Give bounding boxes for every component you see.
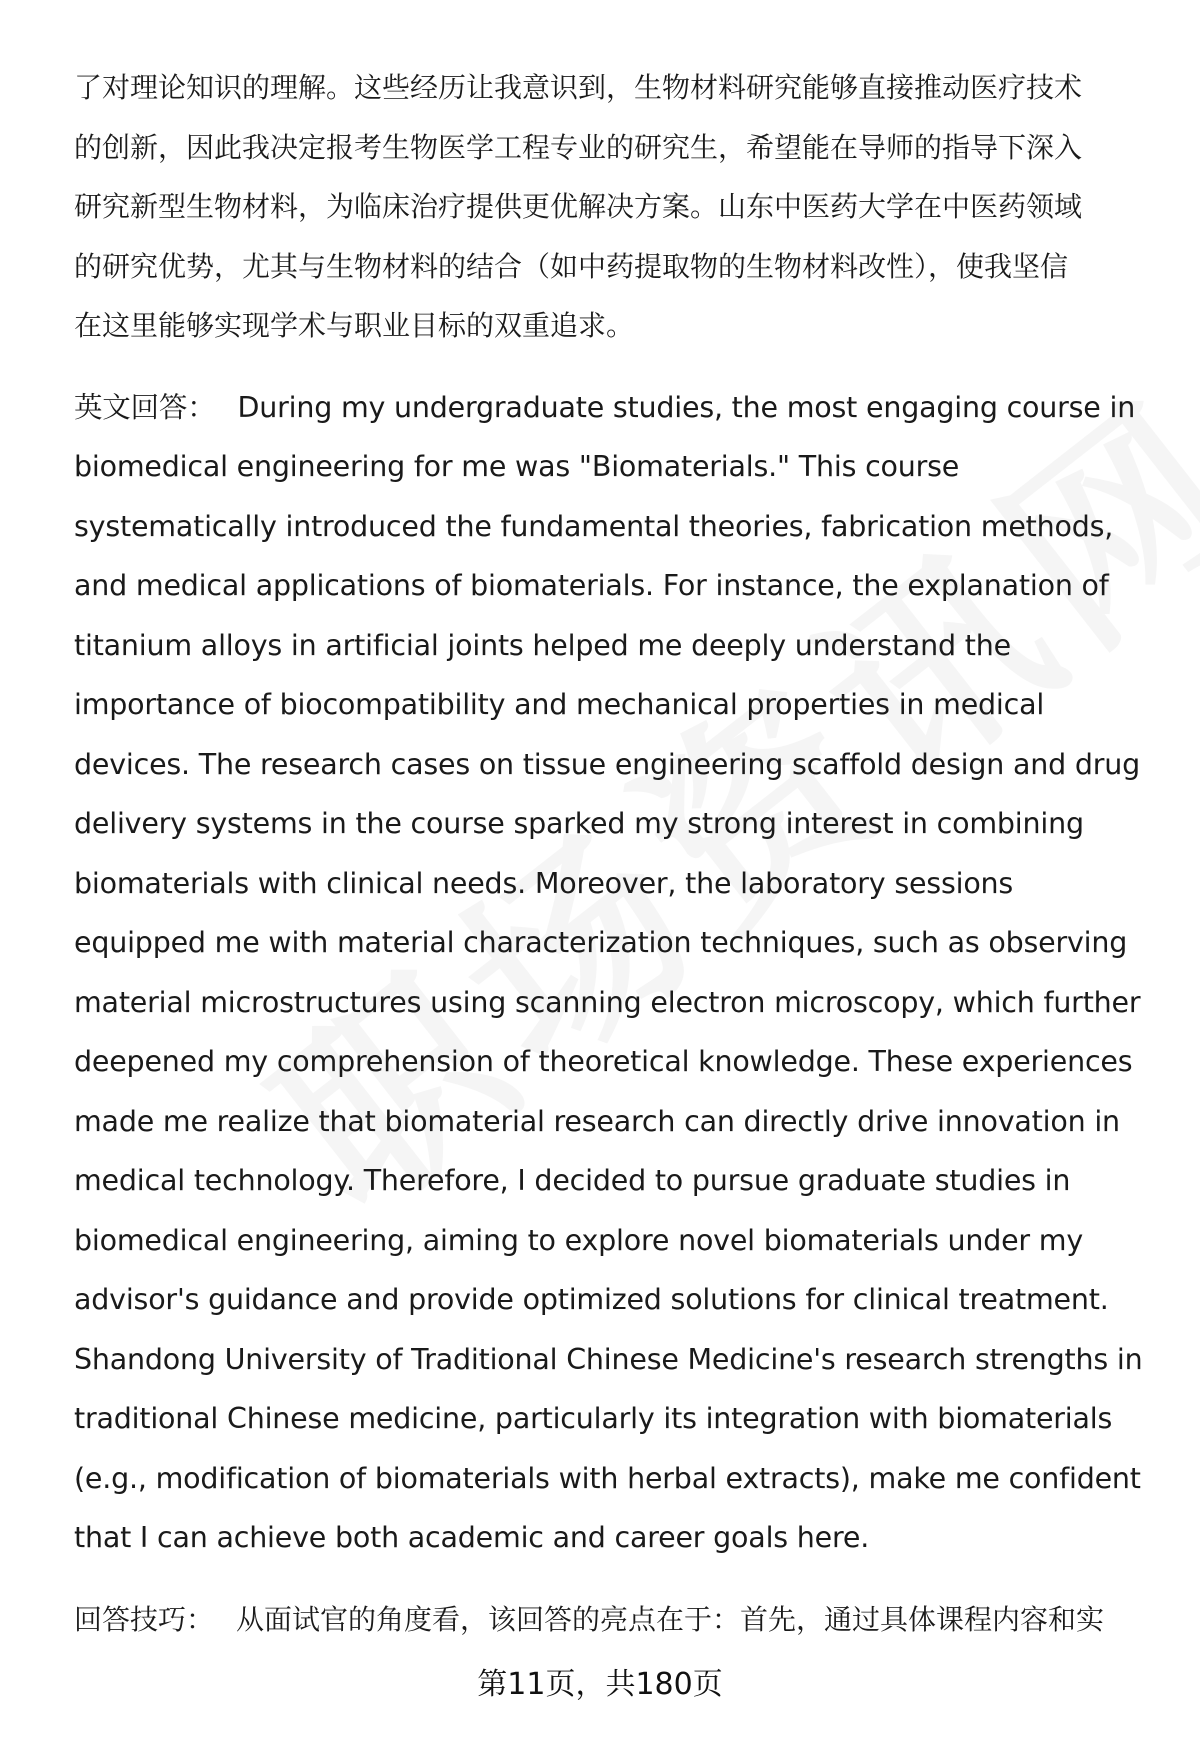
english-answer-label: 英文回答： [74, 390, 216, 424]
paragraph-answer-tips [74, 1590, 1164, 1650]
paragraph-chinese: 了对理论知识的理解。这些经历让我意识到，生物材料研究能够直接推动医疗技术 的创新，因此我决定报考生物医学工程专业的研究生，希望能在导师的指导下深入 研究新型生物材料，为临床治疗提供更优解决方案。山东中医药大学在中医药领域 的研究优势，尤其与生物材料的结合（如中药提取物的生物材料改性），使我坚信 在这里能够实现学术与职业目标的双重追求。 [74, 71, 1083, 342]
answer-tips-label: 回答技巧： [74, 1602, 215, 1636]
page-number-footer: 第11页，共180页 [477, 1667, 723, 1702]
document-body [74, 58, 1164, 1649]
english-answer-text: During my undergraduate studies, the most engaging course in biomedical engineering for me was "Biomaterials." This course systematically introduced the fundamental theories, fabrication methods, and medical applications of biomaterials. For instance, the explanation of titanium alloys in artificial joints helped me deeply understand the importance of biocompatibility and mechanical properties in medical devices. The research cases on tissue engineering scaffold design and drug delivery systems in the course sparked my strong interest in combining biomaterials with clinical needs. Moreover, the laboratory sessions equipped me with material characterization techniques, such as observing material microstructures using scanning electron microscopy, which further deepened my comprehension of theoretical knowledge. These experiences made me realize that biomaterial research can directly drive innovation in medical technology. Therefore, I decided to pursue graduate studies in biomedical engineering, aiming to explore novel biomaterials under my advisor's guidance and provide optimized solutions for clinical treatment. Shandong University of Traditional Chinese Medicine's research strengths in traditional Chinese medicine, particularly its integration with biomaterials (e.g., modification of biomaterials with herbal extracts), make me confident that I can achieve both academic and career goals here. [74, 390, 1143, 1554]
paragraph-english-answer [74, 378, 1164, 1568]
answer-tips-text: 从面试官的角度看，该回答的亮点在于：首先，通过具体课程内容和实 [236, 1602, 1105, 1636]
